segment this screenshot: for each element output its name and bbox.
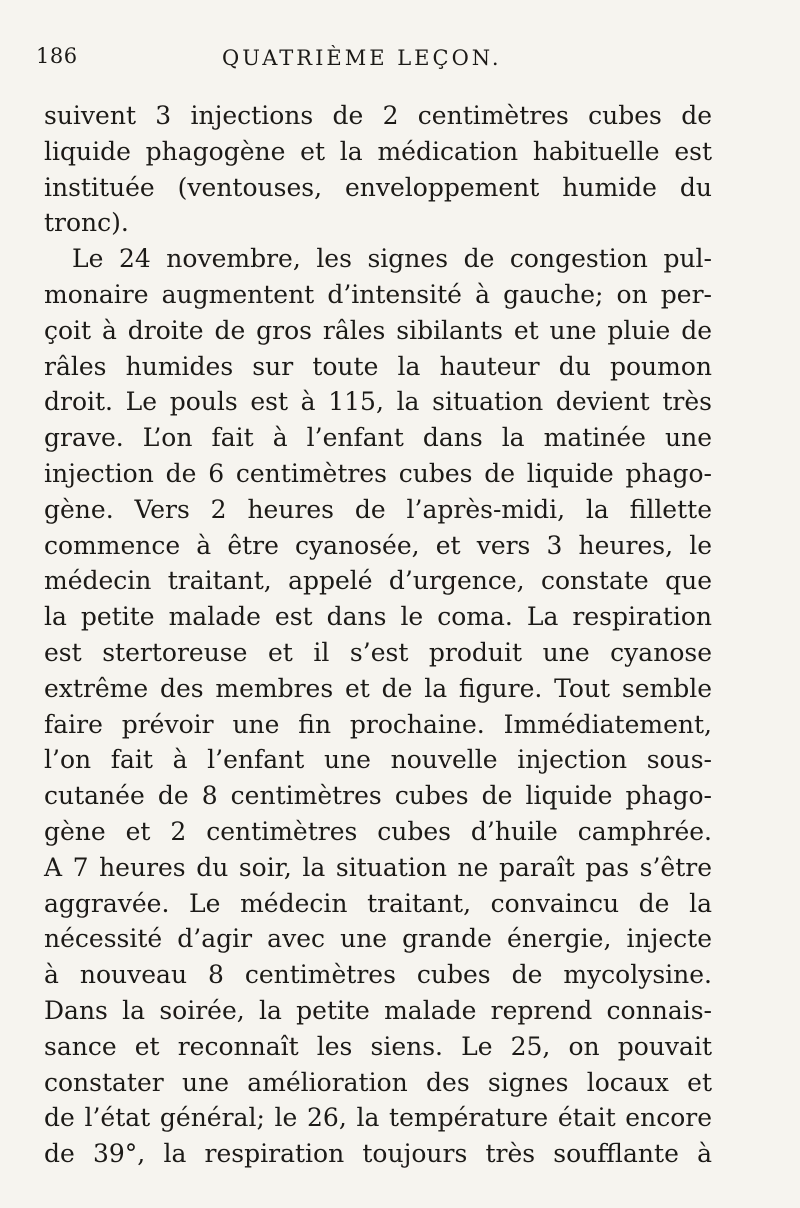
text-line: faire prévoir une fin prochaine. Immédiatement,: [44, 709, 712, 739]
text-line: la petite malade est dans le coma. La respiration: [44, 602, 712, 632]
text-line: cutanée de 8 centimètres cubes de liquide phago-: [44, 781, 712, 811]
text-line: suivent 3 injections de 2 centimètres cubes de: [44, 101, 712, 130]
text-line: commence à être cyanosée, et vers 3 heures, le: [44, 530, 712, 560]
text-line: médecin traitant, appelé d’urgence, constate que: [44, 566, 712, 596]
text-line: gène. Vers 2 heures de l’après-midi, la fillette: [44, 494, 712, 524]
page-number: 186: [36, 44, 78, 68]
text-line: injection de 6 centimètres cubes de liquide phago-: [44, 458, 712, 488]
text-line: Le 24 novembre, les signes de congestion pul-: [72, 244, 712, 274]
text-line: Dans la soirée, la petite malade reprend connais-: [44, 995, 712, 1025]
text-line: sance et reconnaît les siens. Le 25, on pouvait: [44, 1031, 712, 1061]
text-line: est stertoreuse et il s’est produit une cyanose: [44, 637, 712, 667]
body-text: [44, 98, 712, 1172]
text-line: A 7 heures du soir, la situation ne paraît pas s’être: [44, 852, 712, 882]
text-line: tronc).: [44, 208, 129, 238]
text-line: liquide phagogène et la médication habituelle est: [44, 136, 712, 166]
text-line: çoit à droite de gros râles sibilants et une pluie de: [44, 315, 712, 345]
page-header: [0, 40, 800, 80]
text-line: de l’état général; le 26, la température était encore: [44, 1103, 712, 1133]
text-line: nécessité d’agir avec une grande énergie, injecte: [44, 924, 712, 954]
text-line: constater une amélioration des signes locaux et: [44, 1067, 712, 1097]
text-line: l’on fait à l’enfant une nouvelle injection sous-: [44, 745, 712, 775]
text-line: à nouveau 8 centimètres cubes de mycolysine.: [44, 960, 712, 990]
text-line: gène et 2 centimètres cubes d’huile camphrée.: [44, 816, 712, 846]
text-line: de 39°, la respiration toujours très soufflante à: [44, 1139, 712, 1169]
text-line: aggravée. Le médecin traitant, convaincu de la: [44, 888, 712, 918]
text-line: instituée (ventouses, enveloppement humide du: [44, 172, 712, 202]
text-line: grave. L’on fait à l’enfant dans la matinée une: [44, 423, 712, 453]
text-line: droit. Le pouls est à 115, la situation devient très: [44, 387, 712, 417]
text-line: extrême des membres et de la figure. Tout semble: [44, 673, 712, 703]
text-line: râles humides sur toute la hauteur du poumon: [44, 351, 712, 381]
text-line: monaire augmentent d’intensité à gauche; on per-: [44, 279, 712, 309]
running-title: QUATRIÈME LEÇON.: [222, 46, 502, 70]
